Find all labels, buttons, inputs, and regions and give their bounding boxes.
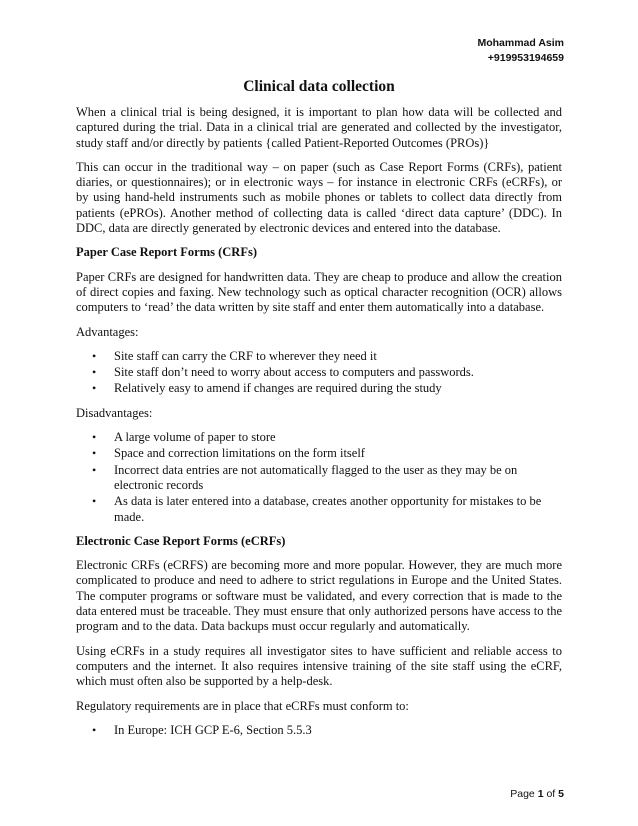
page-footer bbox=[510, 788, 564, 800]
disadvantages-list bbox=[76, 430, 562, 525]
total-pages: 5 bbox=[558, 788, 564, 800]
document-title: Clinical data collection bbox=[243, 78, 395, 95]
intro-paragraph: This can occur in the traditional way – on paper (such as Case Report Forms (CRFs), patient diaries, or questionnaires); or in electronic ways – for instance in electronic CRFs (eCRFs), or by using hand-held instruments such as mobile phones or tablets to collect data directly from patients (ePROs). Another method of collecting data is called ‘direct data capture’ (DDC). In DDC, data are directly generated by electronic devices and entered into the database. bbox=[76, 159, 562, 236]
list-item: • Space and correction limitations on the form itself bbox=[114, 446, 562, 461]
list-item: • Site staff don’t need to worry about access to computers and passwords. bbox=[114, 365, 562, 380]
advantages-label: Advantages: bbox=[76, 324, 139, 339]
page-word: Page bbox=[510, 788, 535, 800]
list-item: • A large volume of paper to store bbox=[114, 430, 562, 445]
list-item: • In Europe: ICH GCP E-6, Section 5.5.3 bbox=[114, 723, 562, 738]
list-item: • Relatively easy to amend if changes are required during the study bbox=[114, 381, 562, 396]
intro-paragraph: When a clinical trial is being designed, it is important to plan how data will be collected and captured during the trial. Data in a clinical trial are generated and collected by the investigator, study staff and/or directly by patients {called Patient-Reported Outcomes (PROs)} bbox=[76, 105, 562, 150]
of-word: of bbox=[546, 788, 556, 800]
disadvantages-label: Disadvantages: bbox=[76, 405, 153, 420]
ecrf-paragraph: Using eCRFs in a study requires all investigator sites to have sufficient and reliable access to computers and the internet. It also requires intensive training of the site staff using the eCRF, which must often also be supported by a help-desk. bbox=[76, 643, 562, 689]
list-item: • Incorrect data entries are not automatically flagged to the user as they may be on electronic records bbox=[114, 463, 562, 494]
author-name: Mohammad Asim bbox=[477, 37, 564, 49]
ecrf-paragraph: Regulatory requirements are in place that eCRFs must conform to: bbox=[76, 698, 409, 713]
document-body bbox=[76, 78, 562, 747]
ecrf-paragraph: Electronic CRFs (eCRFS) are becoming more and more popular. However, they are much more complicated to produce and need to adhere to strict regulations in Europe and the United States. The computer programs or software must be validated, and every correction that is made to the data entered must be traceable. They must ensure that only authorized persons have access to the program and to the data. Data backups must occur regularly and automatically. bbox=[76, 558, 562, 634]
page-header bbox=[477, 36, 564, 66]
requirements-list bbox=[76, 723, 562, 738]
advantages-list bbox=[76, 349, 562, 397]
list-item: • Site staff can carry the CRF to wherever they need it bbox=[114, 349, 562, 364]
current-page-number: 1 bbox=[537, 788, 544, 800]
author-phone: +919953194659 bbox=[487, 52, 564, 64]
paper-crf-paragraph: Paper CRFs are designed for handwritten data. They are cheap to produce and allow the creation of direct copies and faxing. New technology such as optical character recognition (OCR) allows computers to ‘read’ the data written by site staff and enter them automatically into a database. bbox=[76, 269, 562, 315]
section-heading-paper-crf: Paper Case Report Forms (CRFs) bbox=[76, 245, 257, 260]
list-item: • As data is later entered into a database, creates another opportunity for mistakes to be made. bbox=[114, 494, 562, 525]
section-heading-ecrf: Electronic Case Report Forms (eCRFs) bbox=[76, 533, 286, 548]
